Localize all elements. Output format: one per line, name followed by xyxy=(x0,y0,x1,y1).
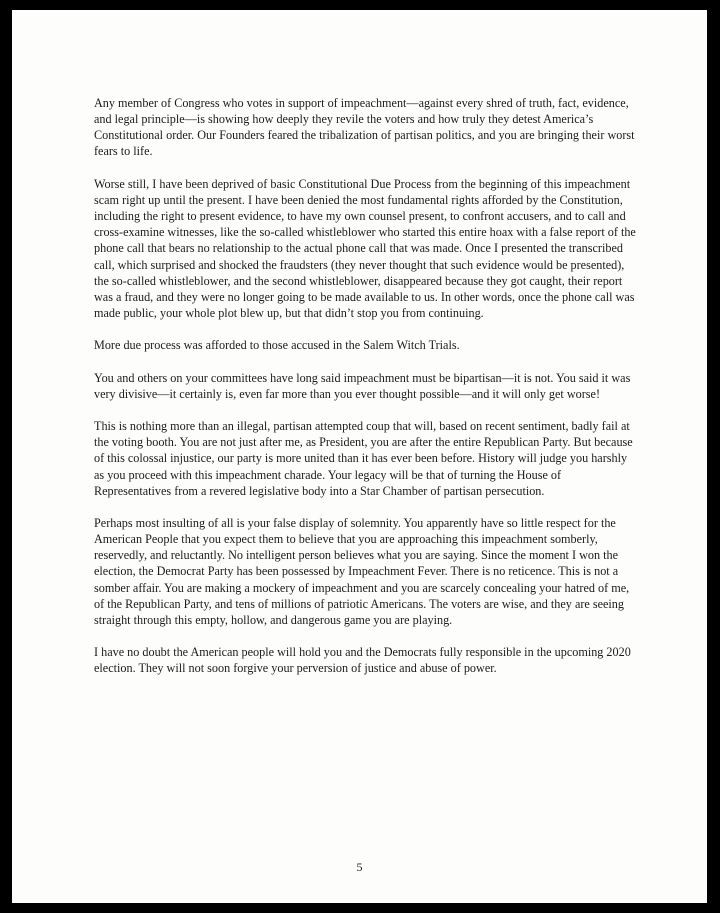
paragraph-due-process: Worse still, I have been deprived of basic Constitutional Due Process from the beginning of this impeachment scam right up until the present. I have been denied the most fundamental rights afforded by the Constitution, including the right to present evidence, to have my own counsel present, to confront accusers, and to call and cross-examine witnesses, like the so-called whistleblower who started this entire hoax with a false report of the phone call that bears no relationship to the actual phone call that was made. Once I presented the transcribed call, which surprised and shocked the fraudsters (they never thought that such evidence would be presented), the so-called whistleblower, and the second whistleblower, disappeared because they got caught, their report was a fraud, and they were no longer going to be made available to us. In other words, once the phone call was made public, your whole plot blew up, but that didn’t stop you from continuing. xyxy=(94,176,636,321)
document-page xyxy=(12,10,707,903)
page-number: 5 xyxy=(356,860,363,874)
paragraph-salem-witch-trials: More due process was afforded to those accused in the Salem Witch Trials. xyxy=(94,338,460,353)
paragraph-solemnity: Perhaps most insulting of all is your false display of solemnity. You apparently have so little respect for the American People that you expect them to believe that you are approaching this impeachment somberly, reservedly, and reluctantly. No intelligent person believes what you are saying. Since the moment I won the election, the Democrat Party has been possessed by Impeachment Fever. There is no reticence. This is not a somber affair. You are making a mockery of impeachment and you are scarcely concealing your hatred of me, of the Republican Party, and tens of millions of patriotic Americans. The voters are wise, and they are seeing straight through this empty, hollow, and dangerous game you are playing. xyxy=(94,515,630,627)
paragraph-2020-election: I have no doubt the American people will hold you and the Democrats fully responsible in the upcoming 2020 election. They will not soon forgive your perversion of justice and abuse of power. xyxy=(94,645,631,676)
letter-body xyxy=(94,95,639,693)
paragraph-attempted-coup: This is nothing more than an illegal, partisan attempted coup that will, based on recent sentiment, badly fail at the voting booth. You are not just after me, as President, you are after the entire Republican Party. But because of this colossal injustice, our party is more united than it has ever been before. History will judge you harshly as you proceed with this impeachment charade. Your legacy will be that of turning the House of Representatives from a revered legislative body into a Star Chamber of partisan persecution. xyxy=(94,419,633,498)
paragraph-bipartisan: You and others on your committees have long said impeachment must be bipartisan—it is not. You said it was very divisive—it certainly is, even far more than you ever thought possible—and it will only get worse! xyxy=(94,370,631,401)
paragraph-impeachment-vote: Any member of Congress who votes in support of impeachment—against every shred of truth, fact, evidence, and legal principle—is showing how deeply they revile the voters and how truly they detest America’s Constitutional order. Our Founders feared the tribalization of partisan politics, and you are bringing their worst fears to life. xyxy=(94,96,635,159)
